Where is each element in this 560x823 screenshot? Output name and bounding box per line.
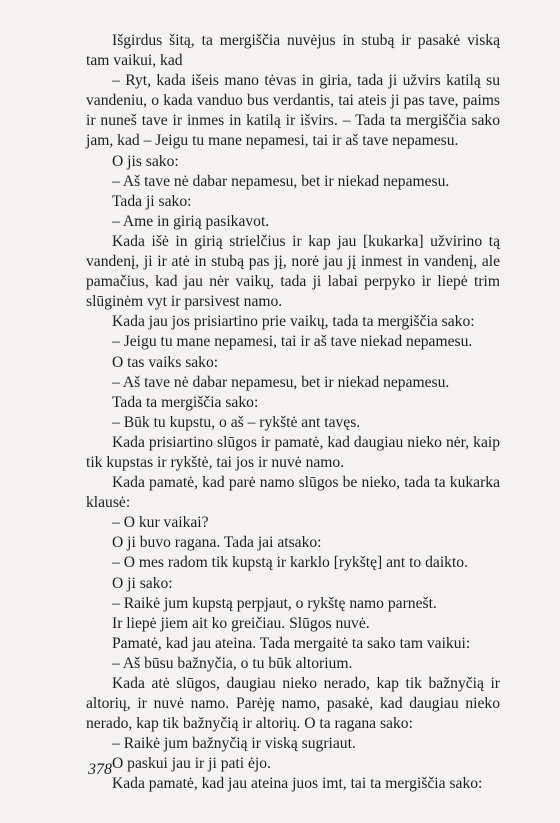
paragraph: – Aš tave nė dabar nepamesu, bet ir niekad nepamesu. bbox=[112, 172, 450, 190]
paragraph: – O mes radom tik kupstą ir karklo [rykštę] ant to daikto. bbox=[112, 554, 468, 572]
paragraph: Kada atė slūgos, daugiau nieko nerado, kap tik bažnyčią ir altorių, ir nuvė namo. Parėję namo, pasakė, kad daugiau nieko nerado, kap tik bažnyčią ir altorių. O ta ragana sako: bbox=[86, 675, 500, 733]
paragraph: Pamatė, kad jau ateina. Tada mergaitė ta sako tam vaikui: bbox=[112, 634, 471, 652]
paragraph: – Ryt, kada išeis mano tėvas in giria, tada ji užvirs katilą su vandeniu, o kada vanduo bus verdantis, tai ateis ji pas tave, paims ir nuneš tave ir inmes in katilą ir išvirs. – Tada ta mergiščia sako jam, kad – Jeigu tu mane nepamesi, tai ir aš tave nepamesu. bbox=[86, 72, 500, 150]
paragraph: Kada prisiartino slūgos ir pamatė, kad daugiau nieko nėr, kaip tik kupstas ir rykštė, tai jos ir nuvė namo. bbox=[86, 433, 500, 471]
paragraph: O ji sako: bbox=[112, 574, 173, 592]
paragraph: O paskui jau ir ji pati ėjo. bbox=[112, 755, 271, 773]
paragraph: Kada pamatė, kad parė namo slūgos be nieko, tada ta kukarka klausė: bbox=[86, 474, 500, 512]
paragraph: – Raikė jum bažnyčią ir viską sugriaut. bbox=[112, 735, 356, 753]
paragraph: Tada ta mergiščia sako: bbox=[112, 393, 259, 411]
paragraph: Ir liepė jiem ait ko greičiau. Slūgos nuvė. bbox=[112, 614, 370, 632]
paragraph: – Jeigu tu mane nepamesi, tai ir aš tave niekad nepamesu. bbox=[112, 333, 473, 351]
paragraph: – Raikė jum kupstą perpjaut, o rykštę namo parnešt. bbox=[112, 594, 437, 612]
paragraph: O tas vaiks sako: bbox=[112, 353, 219, 371]
paragraph: O ji buvo ragana. Tada jai atsako: bbox=[112, 534, 322, 552]
page-body bbox=[86, 31, 500, 795]
paragraph: Kada jau jos prisiartino prie vaikų, tada ta mergiščia sako: bbox=[112, 313, 475, 331]
paragraph: – O kur vaikai? bbox=[112, 514, 209, 532]
paragraph: Išgirdus šitą, ta mergiščia nuvėjus in stubą ir pasakė viską tam vaikui, kad bbox=[86, 32, 500, 70]
paragraph: Tada ji sako: bbox=[112, 192, 192, 210]
paragraph: O jis sako: bbox=[112, 152, 179, 170]
paragraph: Kada išė in girią strielčius ir kap jau [kukarka] užvirino tą vandenį, ji ir atė in stubą pas jį, norė jau jį inmest in vandenį, ale pamačius, kad jau nėr vaikų, tada ji labai perpyko ir liepė trim slūginėm vyt ir parsivest namo. bbox=[86, 232, 500, 311]
paragraph: – Aš būsu bažnyčia, o tu būk altorium. bbox=[112, 654, 353, 672]
paragraph: Kada pamatė, kad jau ateina juos imt, tai ta mergiščia sako: bbox=[112, 775, 483, 793]
paragraph: – Būk tu kupstu, o aš – rykštė ant tavęs. bbox=[112, 413, 361, 431]
paragraph: – Aš tave nė dabar nepamesu, bet ir niekad nepamesu. bbox=[112, 373, 450, 391]
page-number: 378 bbox=[88, 761, 112, 778]
paragraph: – Ame in girią pasikavot. bbox=[112, 212, 270, 230]
